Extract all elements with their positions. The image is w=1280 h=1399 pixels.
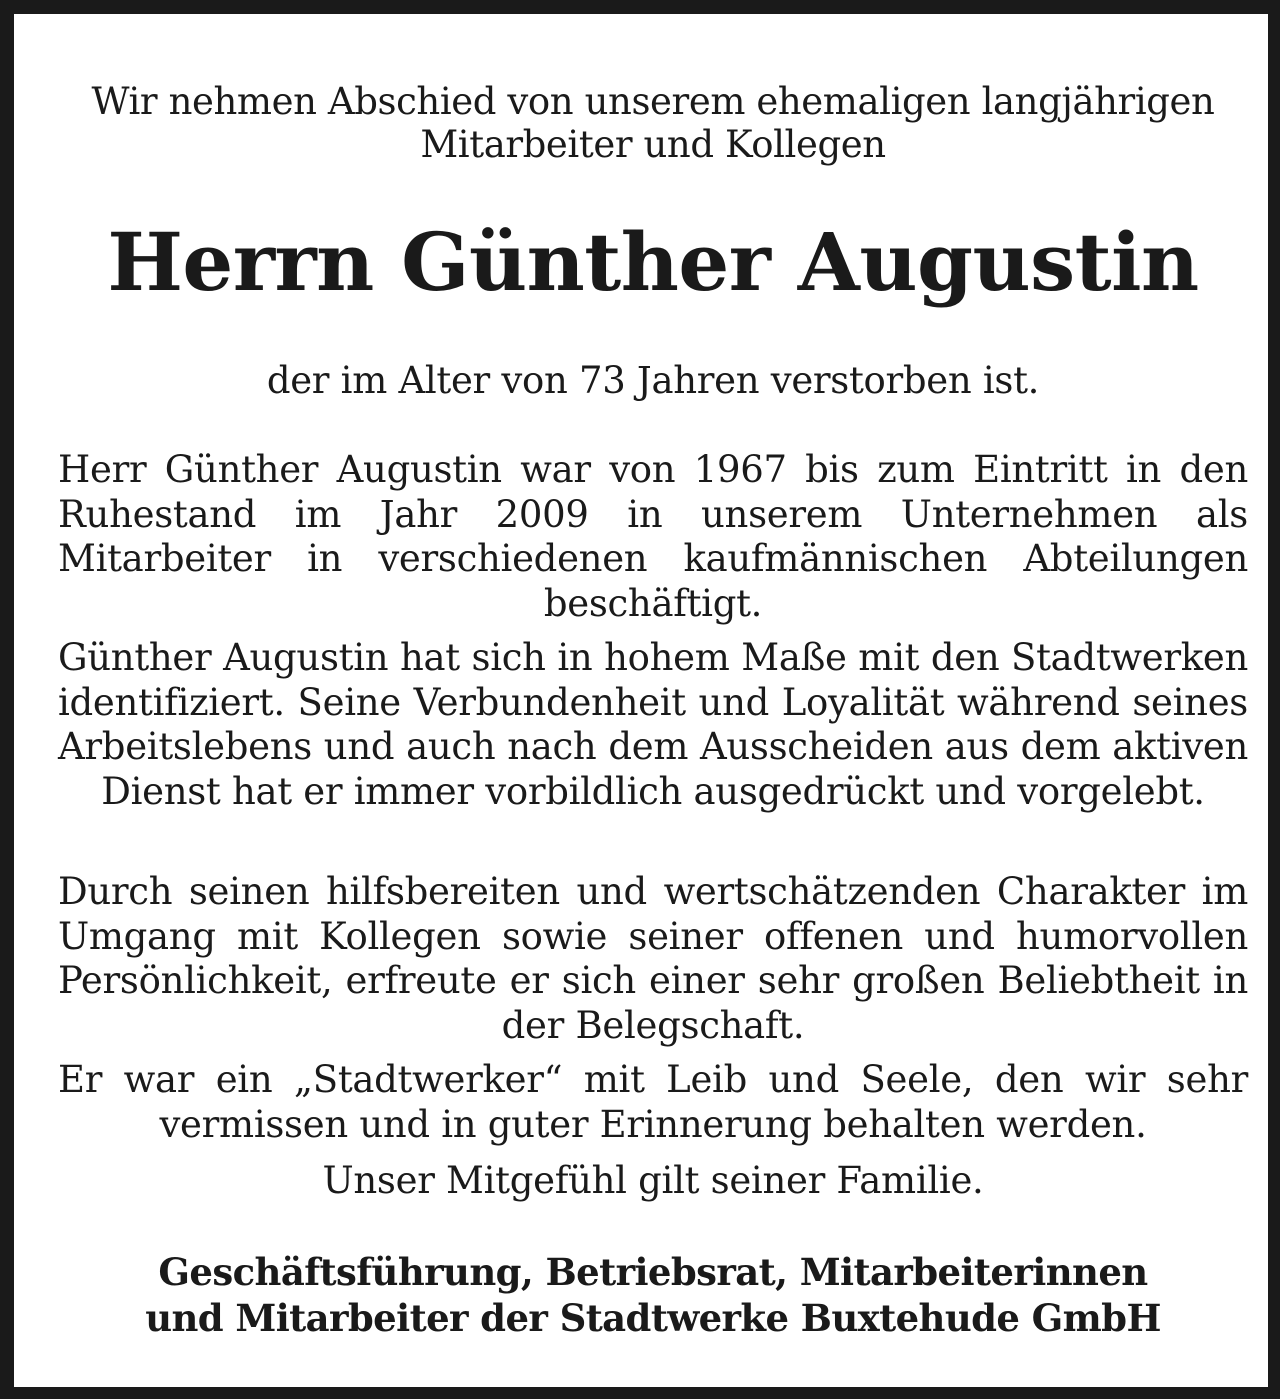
paragraph-memory: Er war ein „Stadtwerker“ mit Leib und Seele, den wir sehr vermissen und in guter Erinnerung behalten werden. bbox=[58, 1058, 1248, 1146]
paragraph-career: Herr Günther Augustin war von 1967 bis zum Eintritt in den Ruhestand im Jahr 2009 in unserem Unternehmen als Mitarbeiter in verschiedenen kaufmännischen Abteilungen beschäftigt. bbox=[58, 448, 1248, 625]
paragraph-condolence: Unser Mitgefühl gilt seiner Familie. bbox=[322, 1159, 984, 1202]
deceased-name: Herrn Günther Augustin bbox=[107, 215, 1199, 309]
paragraph-character: Durch seinen hilfsbereiten und wertschätzenden Charakter im Umgang mit Kollegen sowie seiner offenen und humorvollen Persönlichkeit, erfreute er sich einer sehr großen Beliebtheit in der Belegschaft. bbox=[58, 870, 1248, 1047]
age-line: der im Alter von 73 Jahren verstorben ist. bbox=[266, 359, 1040, 402]
intro-line-1: Wir nehmen Abschied von unserem ehemaligen langjährigen bbox=[91, 80, 1215, 123]
signature bbox=[58, 1249, 1248, 1341]
signature-line-2: und Mitarbeiter der Stadtwerke Buxtehude GmbH bbox=[145, 1296, 1161, 1340]
intro-text bbox=[58, 80, 1248, 166]
signature-line-1: Geschäftsführung, Betriebsrat, Mitarbeiterinnen bbox=[158, 1250, 1148, 1294]
intro-line-2: Mitarbeiter und Kollegen bbox=[420, 123, 886, 166]
paragraph-loyalty: Günther Augustin hat sich in hohem Maße mit den Stadtwerken identifiziert. Seine Verbundenheit und Loyalität während seines Arbeitslebens und auch nach dem Ausscheiden aus dem aktiven Dienst hat er immer vorbildlich ausgedrückt und vorgelebt. bbox=[58, 636, 1248, 813]
